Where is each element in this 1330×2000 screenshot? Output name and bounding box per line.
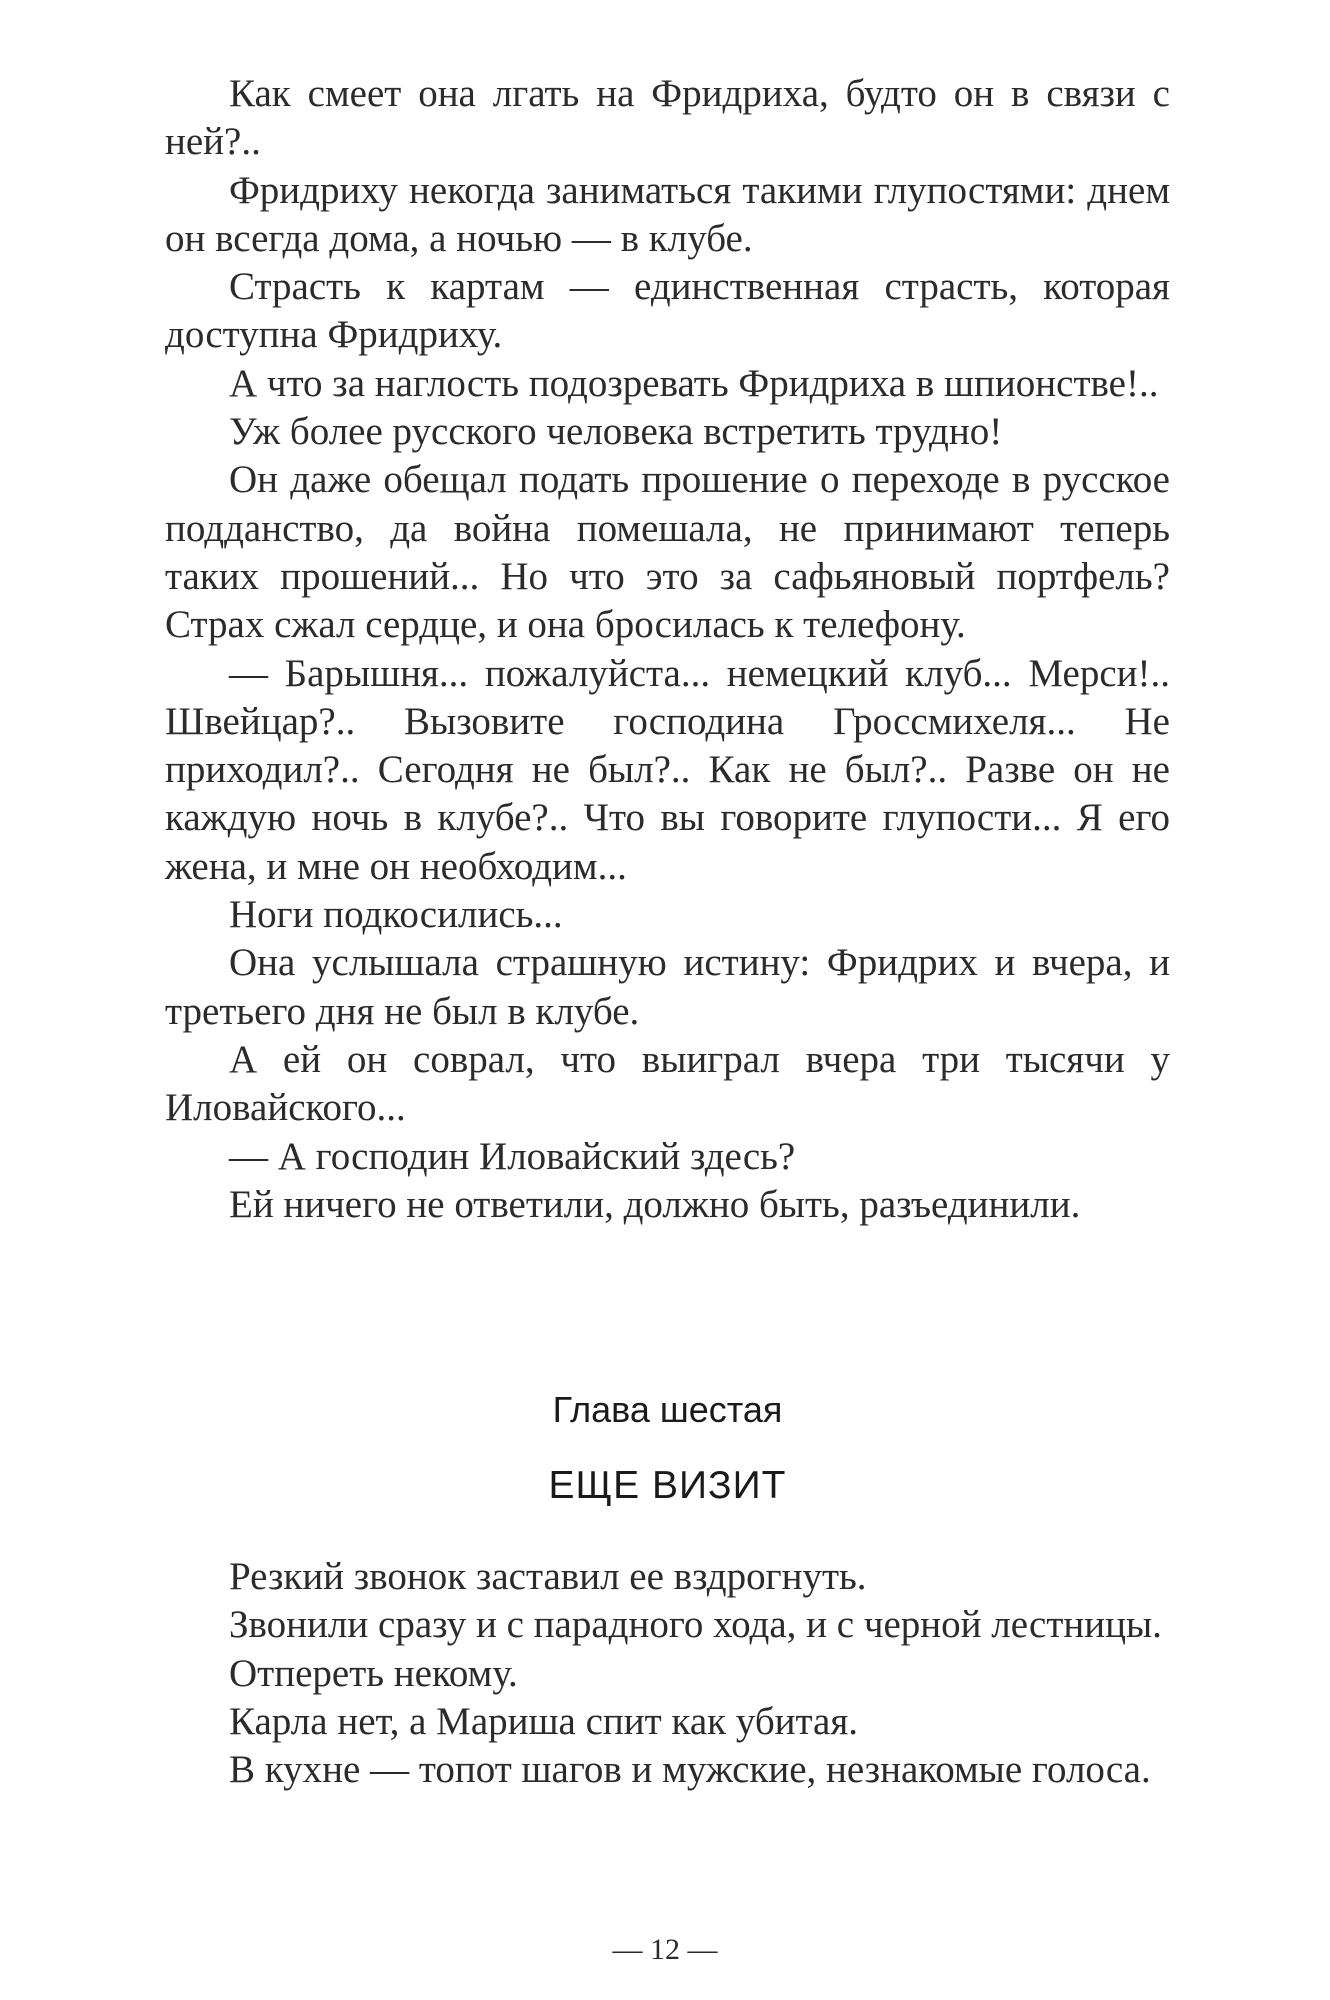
paragraph: Звонили сразу и с парадного хода, и с черной лестницы. <box>229 1603 1162 1647</box>
paragraph: Она услышала страшную истину: Фридрих и вчера, и третьего дня не был в клубе. <box>165 941 1170 1033</box>
paragraph: Уж более русского человека встретить трудно! <box>229 410 1003 454</box>
paragraph: А ей он соврал, что выиграл вчера три тысячи у Иловайского... <box>165 1037 1170 1130</box>
paragraph: Ноги подкосились... <box>229 893 563 937</box>
paragraph: Ей ничего не ответили, должно быть, разъединили. <box>229 1182 1081 1226</box>
paragraph: Фридриху некогда заниматься такими глупостями: днем он всегда дома, а ночью — в клубе. <box>165 168 1170 260</box>
paragraph: Как смеет она лгать на Фридриха, будто он в связи с ней?.. <box>165 72 1170 164</box>
page-number: — 12 — <box>612 1933 718 1966</box>
chapter-title: ЕЩЕ ВИЗИТ <box>548 1464 787 1507</box>
body-text-bottom <box>165 1553 1170 1794</box>
paragraph: Резкий звонок заставил ее вздрогнуть. <box>229 1555 867 1598</box>
paragraph: — А господин Иловайский здесь? <box>229 1134 796 1178</box>
paragraph: Карла нет, а Мариша спит как убитая. <box>229 1699 859 1743</box>
paragraph: Страсть к картам — единственная страсть, которая доступна Фридриху. <box>165 265 1170 357</box>
body-text-top <box>165 70 1170 1229</box>
paragraph: В кухне — топот шагов и мужские, незнакомые голоса. <box>229 1748 1151 1792</box>
paragraph: — Барышня... пожалуйста... немецкий клуб... Мерси!.. Швейцар?.. Вызовите господина Гроссмихеля... Не приходил?.. Сегодня не был?.. Как не был?.. Разве он не каждую ночь в клубе?.. Что вы говорите глупости... Я его жена, и мне он необходим... <box>165 651 1170 888</box>
paragraph: Он даже обещал подать прошение о переходе в русское подданство, да война помешала, не принимают теперь таких прошений... Но что это за сафьяновый портфель? Страх сжал сердце, и она бросилась к телефону. <box>165 458 1170 647</box>
chapter-label: Глава шестая <box>552 1389 783 1430</box>
paragraph: А что за наглость подозревать Фридриха в шпионстве!.. <box>229 361 1159 405</box>
paragraph: Отпереть некому. <box>229 1651 518 1695</box>
